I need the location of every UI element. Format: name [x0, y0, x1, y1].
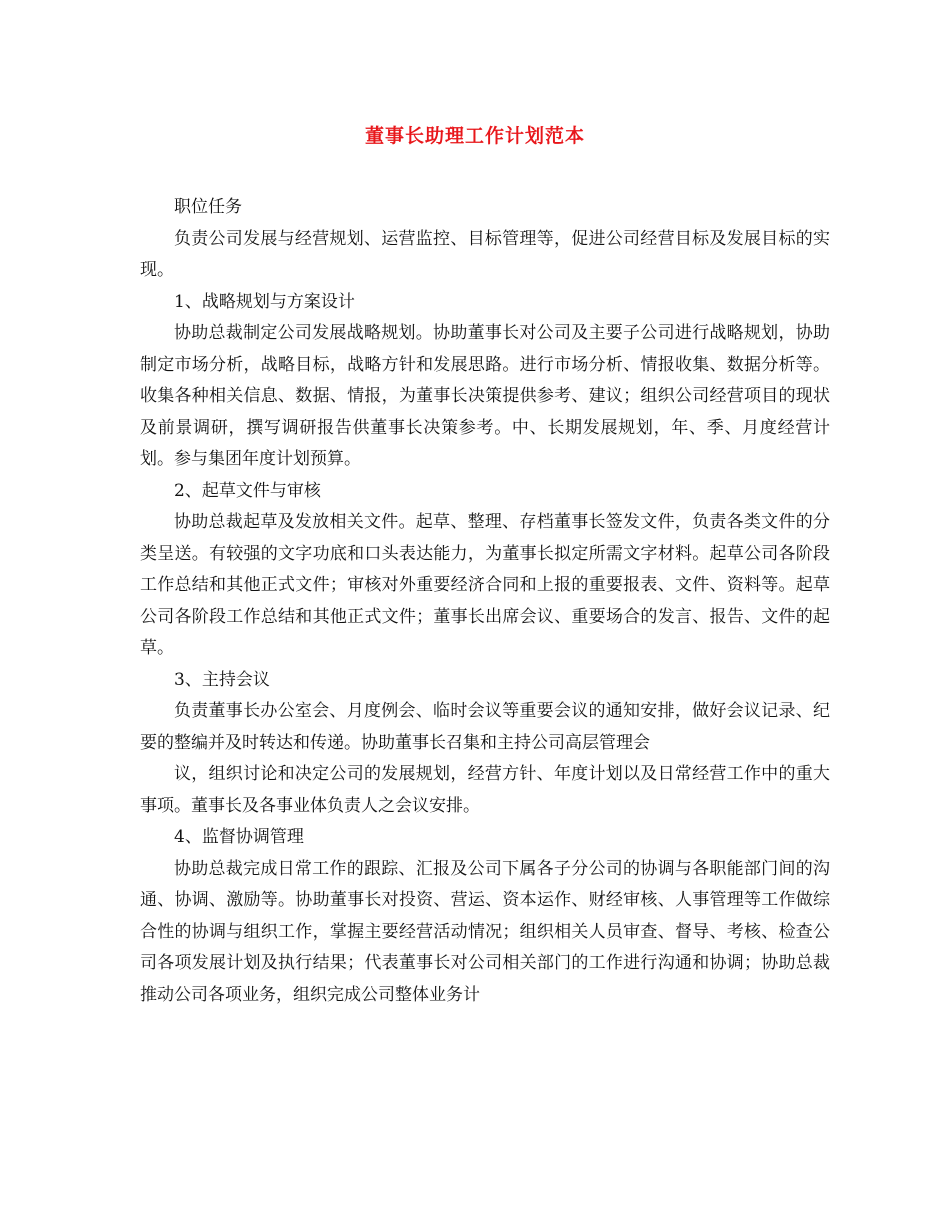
paragraph: 协助总裁完成日常工作的跟踪、汇报及公司下属各子分公司的协调与各职能部门间的沟通、协调、激励等。协助董事长对投资、营运、资本运作、财经审核、人事管理等工作做综合性的协调与组织工作，掌握主要经营活动情况；组织相关人员审查、督导、考核、检查公司各项发展计划及执行结果；代表董事长对公司相关部门的工作进行沟通和协调；协助总裁推动公司各项业务，组织完成公司整体业务计 [140, 858, 830, 1005]
paragraph-heading: 4、监督协调管理 [174, 827, 304, 847]
paragraph: 协助总裁制定公司发展战略规划。协助董事长对公司及主要子公司进行战略规划，协助制定市场分析，战略目标，战略方针和发展思路。进行市场分析、情报收集、数据分析等。收集各种相关信息、数据、情报，为董事长决策提供参考、建议；组织公司经营项目的现状及前景调研，撰写调研报告供董事长决策参考。中、长期发展规划，年、季、月度经营计划。参与集团年度计划预算。 [140, 323, 830, 469]
paragraph-heading: 3、主持会议 [174, 669, 270, 690]
paragraph: 负责董事长办公室会、月度例会、临时会议等重要会议的通知安排，做好会议记录、纪要的整编并及时转达和传递。协助董事长召集和主持公司高层管理会 [140, 701, 830, 753]
paragraph: 协助总裁起草及发放相关文件。起草、整理、存档董事长签发文件，负责各类文件的分类呈送。有较强的文字功底和口头表达能力，为董事长拟定所需文字材料。起草公司各阶段工作总结和其他正式文件；审核对外重要经济合同和上报的重要报表、文件、资料等。起草公司各阶段工作总结和其他正式文件；董事长出席会议、重要场合的发言、报告、文件的起草。 [140, 512, 830, 658]
paragraph-section-heading: 职位任务 [174, 197, 242, 217]
document-body [140, 192, 830, 1011]
paragraph-heading: 1、战略规划与方案设计 [174, 291, 355, 312]
paragraph: 议，组织讨论和决定公司的发展规划，经营方针、年度计划以及日常经营工作中的重大事项。董事长及各事业体负责人之会议安排。 [140, 764, 830, 816]
paragraph-heading: 2、起草文件与审核 [174, 480, 321, 501]
paragraph: 负责公司发展与经营规划、运营监控、目标管理等，促进公司经营目标及发展目标的实现。 [140, 228, 830, 280]
document-title: 董事长助理工作计划范本 [364, 125, 585, 147]
